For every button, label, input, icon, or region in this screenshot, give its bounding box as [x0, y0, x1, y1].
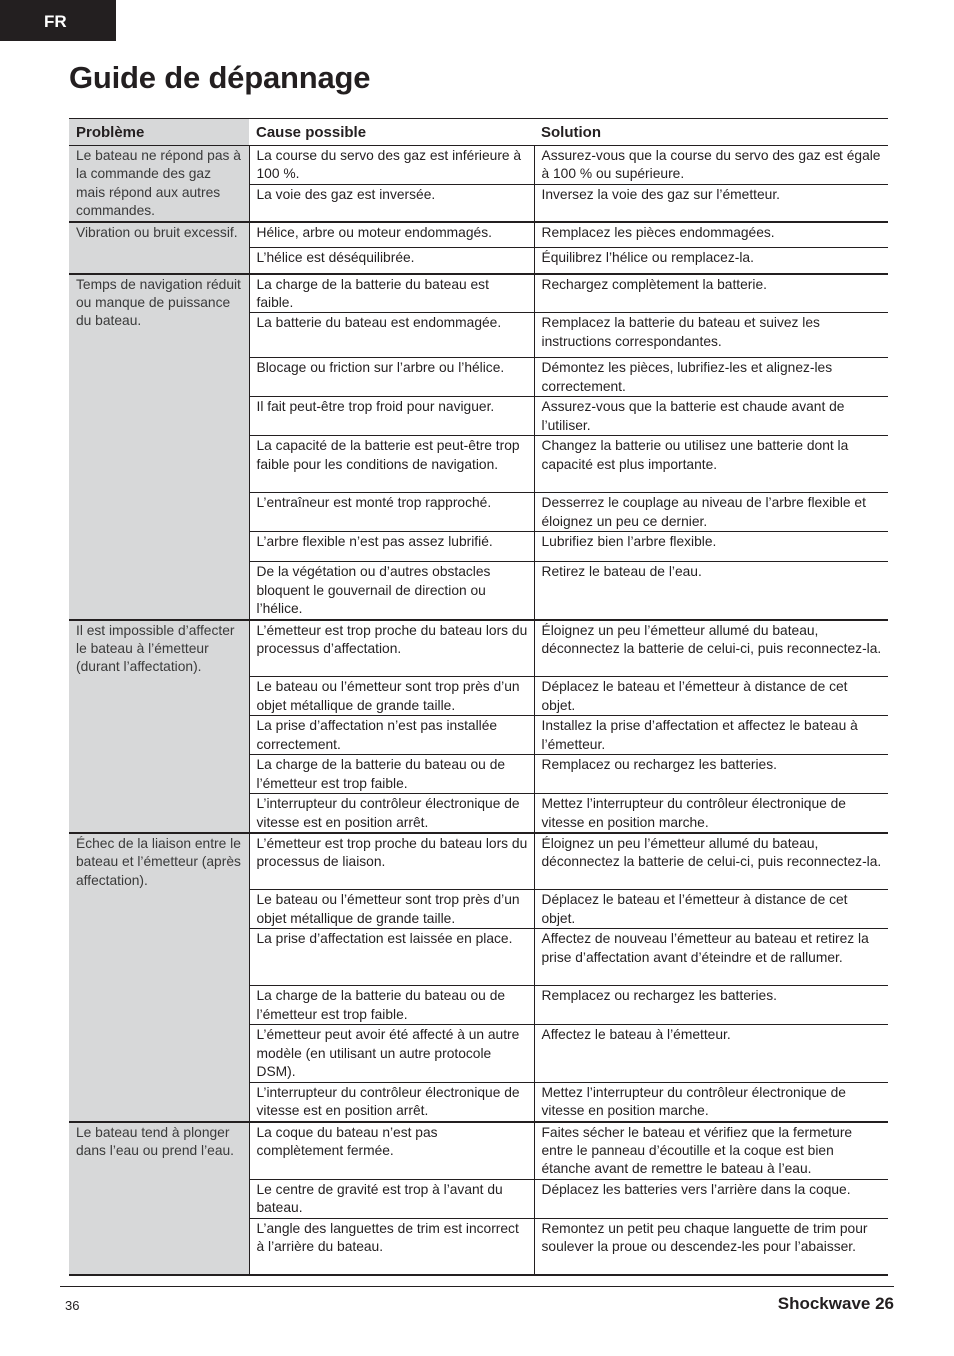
cause-cell: Blocage ou friction sur l’arbre ou l’hélice.	[249, 358, 534, 397]
cause-cell: La course du servo des gaz est inférieure à 100 %.	[249, 146, 534, 185]
solution-cell: Éloignez un peu l’émetteur allumé du bateau, déconnectez la batterie de celui-ci, puis reconnectez-la.	[534, 620, 888, 677]
table-row	[69, 146, 888, 185]
table-header-row	[69, 119, 888, 146]
page-number: 36	[65, 1298, 80, 1313]
solution-cell: Déplacez le bateau et l’émetteur à distance de cet objet.	[534, 677, 888, 716]
cause-cell: Le bateau ou l’émetteur sont trop près d’un objet métallique de grande taille.	[249, 677, 534, 716]
table-row	[69, 1122, 888, 1180]
solution-cell: Déplacez les batteries vers l’arrière dans la coque.	[534, 1179, 888, 1218]
cause-cell: La voie des gaz est inversée.	[249, 185, 534, 222]
page-title: Guide de dépannage	[69, 60, 371, 95]
solution-cell: Démontez les pièces, lubrifiez-les et alignez-les correctement.	[534, 358, 888, 397]
solution-cell: Retirez le bateau de l’eau.	[534, 562, 888, 620]
cause-cell: Le centre de gravité est trop à l’avant du bateau.	[249, 1179, 534, 1218]
solution-cell: Déplacez le bateau et l’émetteur à distance de cet objet.	[534, 890, 888, 929]
solution-cell: Lubrifiez bien l’arbre flexible.	[534, 532, 888, 562]
footer-divider	[60, 1286, 894, 1287]
table-row	[69, 833, 888, 890]
cause-cell: Le bateau ou l’émetteur sont trop près d’un objet métallique de grande taille.	[249, 890, 534, 929]
cause-cell: L’arbre flexible n’est pas assez lubrifié.	[249, 532, 534, 562]
cause-cell: L’émetteur est trop proche du bateau lors du processus de liaison.	[249, 833, 534, 890]
solution-cell: Desserrez le couplage au niveau de l’arbre flexible et éloignez un peu ce dernier.	[534, 493, 888, 532]
cause-cell: L’émetteur est trop proche du bateau lors du processus d’affectation.	[249, 620, 534, 677]
problem-cell: Vibration ou bruit excessif.	[69, 222, 249, 274]
solution-cell: Rechargez complètement la batterie.	[534, 274, 888, 313]
solution-cell: Mettez l’interrupteur du contrôleur électronique de vitesse en position marche.	[534, 794, 888, 833]
solution-cell: Affectez le bateau à l’émetteur.	[534, 1025, 888, 1082]
troubleshooting-table	[69, 118, 888, 1276]
header-solution: Solution	[534, 119, 888, 146]
solution-cell: Remplacez ou rechargez les batteries.	[534, 755, 888, 794]
cause-cell: L’interrupteur du contrôleur électronique de vitesse est en position arrêt.	[249, 1082, 534, 1121]
cause-cell: La capacité de la batterie est peut-être trop faible pour les conditions de navigation.	[249, 436, 534, 493]
table-body	[69, 146, 888, 1276]
table-row	[69, 274, 888, 313]
cause-cell: L’émetteur peut avoir été affecté à un autre modèle (en utilisant un autre protocole DSM).	[249, 1025, 534, 1082]
solution-cell: Installez la prise d’affectation et affectez le bateau à l’émetteur.	[534, 716, 888, 755]
header-cause: Cause possible	[249, 119, 534, 146]
cause-cell: Il fait peut-être trop froid pour naviguer.	[249, 397, 534, 436]
cause-cell: L’hélice est déséquilibrée.	[249, 248, 534, 274]
problem-cell: Temps de navigation réduit ou manque de puissance du bateau.	[69, 274, 249, 620]
problem-cell: Il est impossible d’affecter le bateau à l’émetteur (durant l’affectation).	[69, 620, 249, 833]
cause-cell: La prise d’affectation est laissée en place.	[249, 929, 534, 986]
cause-cell: La prise d’affectation n’est pas installée correctement.	[249, 716, 534, 755]
table-row	[69, 620, 888, 677]
solution-cell: Remplacez la batterie du bateau et suivez les instructions correspondantes.	[534, 313, 888, 358]
cause-cell: De la végétation ou d’autres obstacles bloquent le gouvernail de direction ou l’hélice.	[249, 562, 534, 620]
solution-cell: Éloignez un peu l’émetteur allumé du bateau, déconnectez la batterie de celui-ci, puis reconnectez-la.	[534, 833, 888, 890]
solution-cell: Inversez la voie des gaz sur l’émetteur.	[534, 185, 888, 222]
cause-cell: La charge de la batterie du bateau ou de l’émetteur est trop faible.	[249, 755, 534, 794]
cause-cell: L’interrupteur du contrôleur électronique de vitesse est en position arrêt.	[249, 794, 534, 833]
cause-cell: L’angle des languettes de trim est incorrect à l’arrière du bateau.	[249, 1218, 534, 1275]
solution-cell: Équilibrez l’hélice ou remplacez-la.	[534, 248, 888, 274]
cause-cell: La coque du bateau n’est pas complètement fermée.	[249, 1122, 534, 1180]
solution-cell: Changez la batterie ou utilisez une batterie dont la capacité est plus importante.	[534, 436, 888, 493]
problem-cell: Le bateau tend à plonger dans l’eau ou prend l’eau.	[69, 1122, 249, 1276]
cause-cell: La charge de la batterie du bateau est faible.	[249, 274, 534, 313]
solution-cell: Assurez-vous que la course du servo des gaz est égale à 100 % ou supérieure.	[534, 146, 888, 185]
solution-cell: Affectez de nouveau l’émetteur au bateau et retirez la prise d’affectation avant d’éteindre et de rallumer.	[534, 929, 888, 986]
cause-cell: La batterie du bateau est endommagée.	[249, 313, 534, 358]
header-problem: Problème	[69, 119, 249, 146]
solution-cell: Remontez un petit peu chaque languette de trim pour soulever la proue ou descendez-les pour l’abaisser.	[534, 1218, 888, 1275]
cause-cell: L’entraîneur est monté trop rapproché.	[249, 493, 534, 532]
problem-cell: Le bateau ne répond pas à la commande des gaz mais répond aux autres commandes.	[69, 146, 249, 222]
table-row	[69, 222, 888, 248]
product-name: Shockwave 26	[777, 1294, 894, 1313]
solution-cell: Remplacez les pièces endommagées.	[534, 222, 888, 248]
cause-cell: Hélice, arbre ou moteur endommagés.	[249, 222, 534, 248]
solution-cell: Assurez-vous que la batterie est chaude avant de l’utiliser.	[534, 397, 888, 436]
problem-cell: Échec de la liaison entre le bateau et l’émetteur (après affectation).	[69, 833, 249, 1122]
solution-cell: Remplacez ou rechargez les batteries.	[534, 986, 888, 1025]
solution-cell: Faites sécher le bateau et vérifiez que la fermeture entre le panneau d’écoutille et la coque est bien étanche avant de remettre le bateau à l’eau.	[534, 1122, 888, 1180]
language-tab: FR	[0, 0, 116, 41]
cause-cell: La charge de la batterie du bateau ou de l’émetteur est trop faible.	[249, 986, 534, 1025]
solution-cell: Mettez l’interrupteur du contrôleur électronique de vitesse en position marche.	[534, 1082, 888, 1121]
